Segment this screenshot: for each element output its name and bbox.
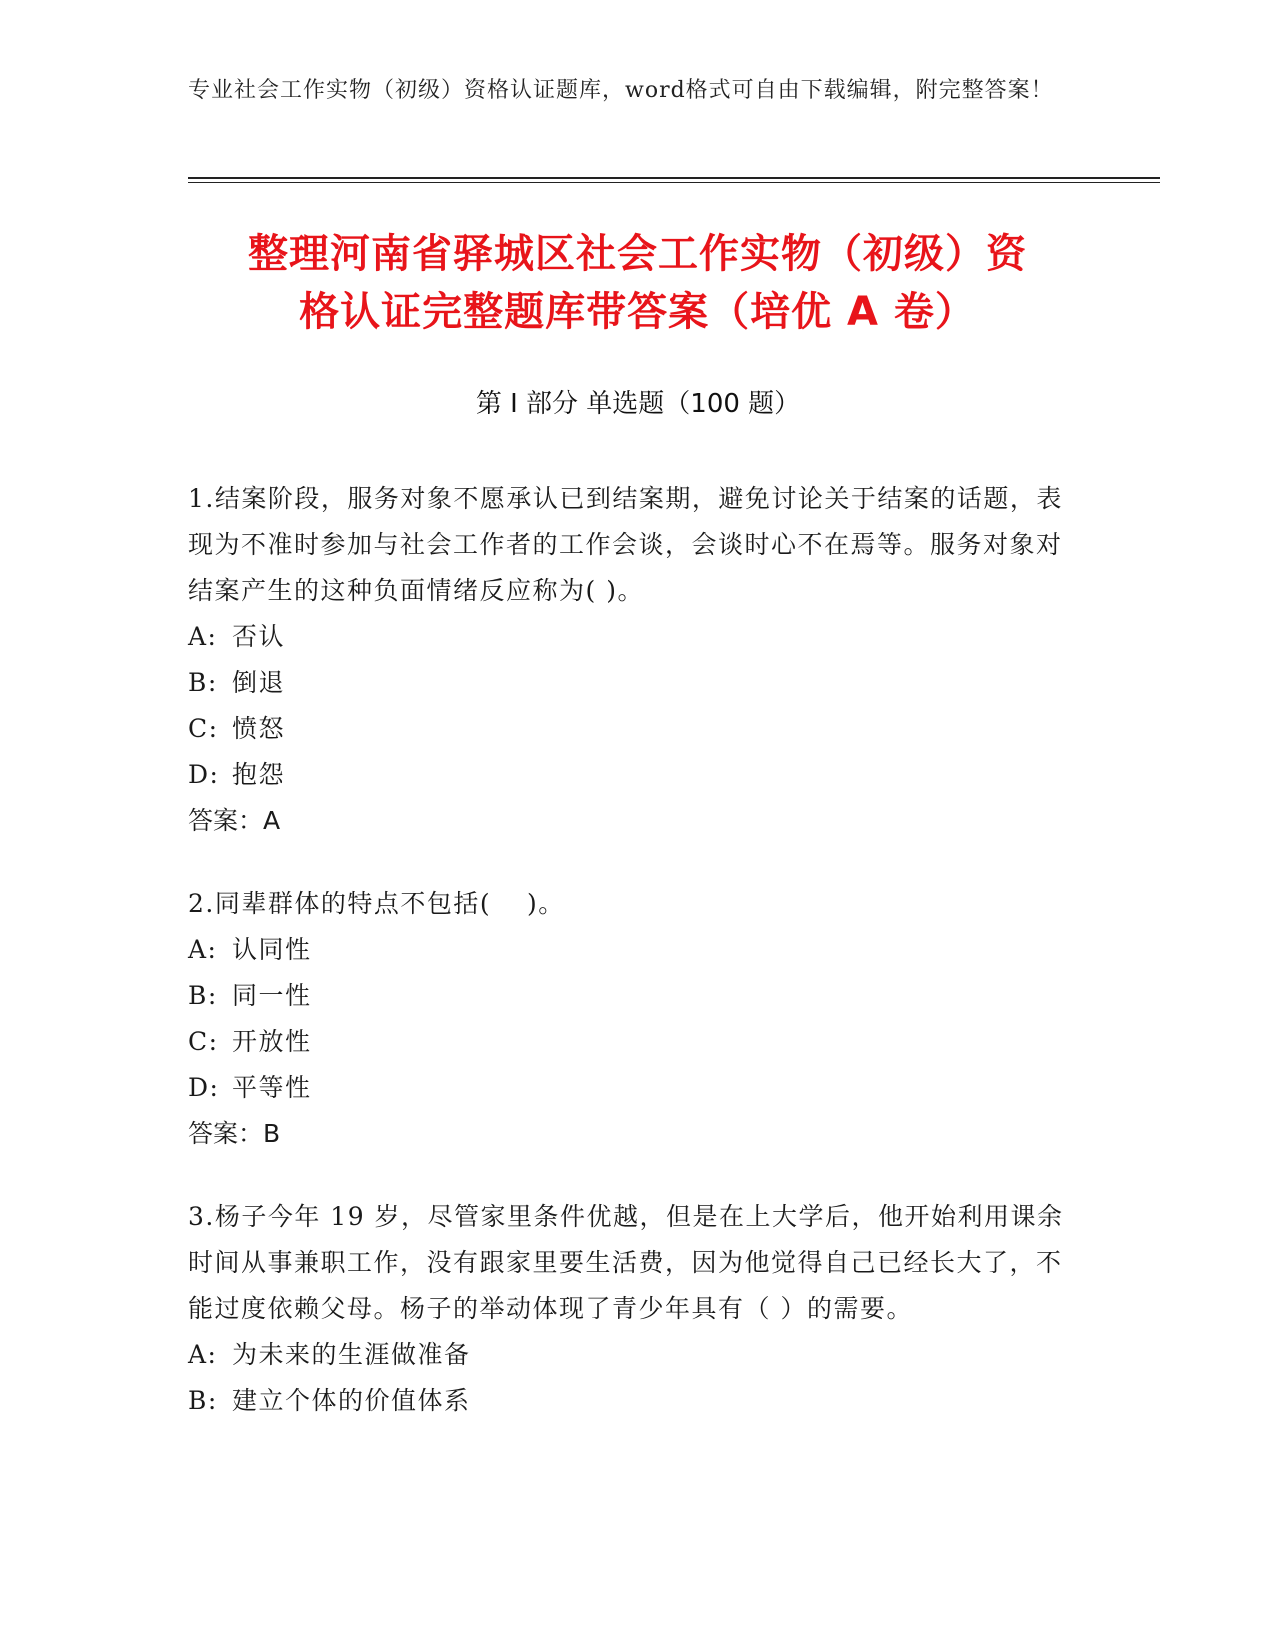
option-text: 愤怒 (232, 714, 286, 743)
option-text: 否认 (232, 622, 286, 651)
question-1 (188, 476, 1088, 844)
option-text: 认同性 (232, 935, 312, 964)
option-b (188, 1378, 1088, 1424)
question-2 (188, 881, 1088, 1157)
header-divider-thin (188, 182, 1160, 183)
option-text: 开放性 (232, 1027, 312, 1056)
option-d (188, 752, 1088, 798)
document-title (180, 225, 1095, 341)
header-divider-thick (188, 177, 1160, 179)
option-text: 平等性 (232, 1073, 312, 1102)
option-b (188, 973, 1088, 1019)
question-stem: 3.杨子今年 19 岁，尽管家里条件优越，但是在上大学后，他开始利用课余时间从事兼职工作，没有跟家里要生活费，因为他觉得自己已经长大了，不能过度依赖父母。杨子的举动体现了青少年具有（ ）的需要。 (188, 1202, 1064, 1323)
option-text: 建立个体的价值体系 (232, 1386, 471, 1415)
option-text: 为未来的生涯做准备 (232, 1340, 471, 1369)
option-a (188, 614, 1088, 660)
option-c (188, 706, 1088, 752)
header-note: 专业社会工作实物（初级）资格认证题库，word格式可自由下载编辑，附完整答案！ (188, 78, 1054, 103)
option-b (188, 660, 1088, 706)
option-letter: B: (188, 1386, 218, 1415)
option-letter: A: (188, 622, 218, 651)
option-letter: B: (188, 981, 218, 1010)
answer-line: 答案：A (188, 806, 281, 835)
option-letter: B: (188, 668, 218, 697)
option-letter: D: (188, 1073, 220, 1102)
option-d (188, 1065, 1088, 1111)
option-text: 抱怨 (232, 760, 286, 789)
question-stem: 2.同辈群体的特点不包括( )。 (188, 889, 565, 918)
option-letter: C: (188, 714, 219, 743)
option-letter: A: (188, 935, 218, 964)
option-text: 倒退 (232, 668, 286, 697)
section-heading: 第 I 部分 单选题（100 题） (475, 389, 801, 419)
option-letter: D: (188, 760, 220, 789)
answer-line: 答案：B (188, 1119, 281, 1148)
option-letter: A: (188, 1340, 218, 1369)
option-c (188, 1019, 1088, 1065)
question-stem: 1.结案阶段，服务对象不愿承认已到结案期，避免讨论关于结案的话题，表现为不准时参加与社会工作者的工作会谈，会谈时心不在焉等。服务对象对结案产生的这种负面情绪反应称为( )。 (188, 484, 1063, 605)
option-a (188, 1332, 1088, 1378)
document-title-line-2: 格认证完整题库带答案（培优 A 卷） (299, 289, 976, 335)
document-title-line-1: 整理河南省驿城区社会工作实物（初级）资 (248, 231, 1027, 277)
option-a (188, 927, 1088, 973)
option-letter: C: (188, 1027, 219, 1056)
option-text: 同一性 (232, 981, 312, 1010)
question-list (188, 476, 1088, 1461)
question-3 (188, 1194, 1088, 1424)
